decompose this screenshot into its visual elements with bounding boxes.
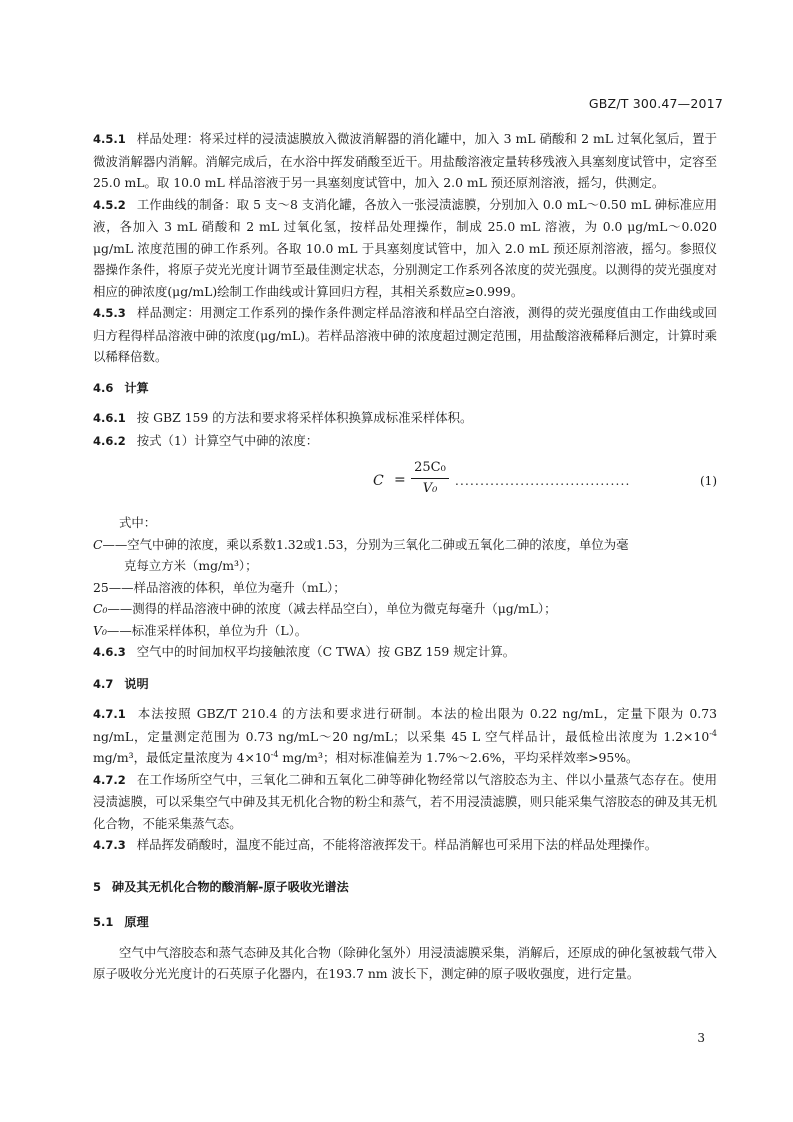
exponent: -4 xyxy=(709,728,717,738)
formula-lhs: C xyxy=(373,473,384,489)
definition-text: ——测得的样品溶液中砷的浓度（减去样品空白），单位为微克每毫升（μg/mL）； xyxy=(107,601,557,616)
clause-text: 样品挥发硝酸时，温度不能过高，不能将溶液挥发干。样品消解也可采用下法的样品处理操作。 xyxy=(136,837,658,852)
definition-v0 xyxy=(93,620,717,642)
section-title: 砷及其无机化合物的酸消解-原子吸收光谱法 xyxy=(112,879,349,894)
symbol: V₀ xyxy=(93,622,107,638)
clause-text: mg/m³，最低定量浓度为 4×10 xyxy=(93,750,271,765)
formula-numerator: 25C₀ xyxy=(411,458,449,479)
formula-leader-dots: ................................... xyxy=(455,474,631,488)
definition-25 xyxy=(93,577,717,599)
symbol: C₀ xyxy=(93,601,108,616)
para-4-6-1 xyxy=(93,407,717,430)
clause-text: 工作曲线的制备：取 5 支～8 支消化罐，各放入一张浸渍滤膜，分别加入 0.0 mL～0.50 mL 砷标准应用液，各加入 3 mL 硝酸和 2 mL 过氧化氢，按样品处理操作，制成 25.0 mL 溶液，为 0.0 μg/mL～0.020 μg/mL 浓度范围的砷工作系列。各取 10.0 mL 于具塞刻度试管中，加入 2.0 mL 预还原剂溶液，摇匀。参照仪器操作条件，将原子荧光光度计调节至最佳测定状态，分别测定工作系列各浓度的荧光强度。以测得的荧光强度对相应的砷浓度(μg/mL)绘制工作曲线或计算回归方程，其相关系数应≥0.999。 xyxy=(93,196,717,299)
para-4-5-3 xyxy=(93,302,717,368)
para-4-6-2 xyxy=(93,430,717,453)
formula-fraction xyxy=(411,458,449,499)
clause-number: 4.6.2 xyxy=(93,433,126,448)
para-4-5-2 xyxy=(93,194,717,303)
definition-text: ——标准采样体积，单位为升（L）。 xyxy=(106,622,308,638)
section-title: 原理 xyxy=(124,915,149,929)
para-4-7-2 xyxy=(93,769,717,835)
para-4-6-3 xyxy=(93,641,717,664)
page-content xyxy=(93,128,717,985)
section-5-heading xyxy=(93,877,717,899)
para-4-7-3 xyxy=(93,834,717,857)
section-title: 计算 xyxy=(124,380,149,395)
formula-1 xyxy=(93,458,717,504)
definition-text: ——空气中砷的浓度，乘以系数1.32或1.53，分别为三氧化二砷或五氧化二砷的浓度，单位为毫 xyxy=(102,536,629,552)
clause-number: 4.6.1 xyxy=(93,411,126,425)
formula-denominator: V₀ xyxy=(422,481,438,496)
definition-c0 xyxy=(93,598,717,620)
definition-text: ——样品溶液的体积，单位为毫升（mL）； xyxy=(108,579,346,595)
section-4-6-heading xyxy=(93,378,717,400)
clause-number: 4.6.3 xyxy=(93,645,126,659)
clause-text: 按式（1）计算空气中砷的浓度： xyxy=(136,432,319,448)
section-title: 说明 xyxy=(124,676,149,691)
definition-c-continued: 克每立方米（mg/m³）； xyxy=(124,558,258,573)
para-4-7-1 xyxy=(93,703,717,769)
section-5-1-heading xyxy=(93,912,717,934)
para-4-5-1 xyxy=(93,128,717,194)
symbol: C xyxy=(93,536,103,552)
section-number: 5 xyxy=(93,879,102,894)
section-4-7-heading xyxy=(93,674,717,696)
formula-equals: = xyxy=(394,472,406,488)
symbol: 25 xyxy=(93,579,109,595)
clause-number: 4.7.2 xyxy=(93,772,126,787)
clause-text: 空气中的时间加权平均接触浓度（C TWA）按 GBZ 159 规定计算。 xyxy=(136,644,516,659)
clause-text: 在工作场所空气中，三氧化二砷和五氧化二砷等砷化物经常以气溶胶态为主、伴以小量蒸气态存在。使用浸渍滤膜，可以采集空气中砷及其无机化合物的粉尘和蒸气，若不用浸渍滤膜，则只能采集气溶胶态的砷及其无机化合物，不能采集蒸气态。 xyxy=(93,771,717,831)
clause-text: 按 GBZ 159 的方法和要求将采样体积换算成标准采样体积。 xyxy=(136,410,473,425)
clause-text: 样品处理：将采过样的浸渍滤膜放入微波消解器的消化罐中，加入 3 mL 硝酸和 2 mL 过氧化氢后，置于微波消解器内消解。消解完成后，在水浴中挥发硝酸至近干。用盐酸溶液定量转移残液入具塞刻度试管中，定容至 25.0 mL。取 10.0 mL 样品溶液于另一具塞刻度试管中，加入 2.0 mL 预还原剂溶液，摇匀，供测定。 xyxy=(93,131,717,190)
exponent: -4 xyxy=(270,749,279,759)
section-number: 4.6 xyxy=(93,380,114,395)
para-5-1: 空气中气溶胶态和蒸气态砷及其化合物（除砷化氢外）用浸渍滤膜采集，消解后，还原成的砷化氢被载气带入原子吸收分光光度计的石英原子化器内，在193.7 nm 波长下，测定砷的原子吸收强度，进行定量。 xyxy=(93,944,717,981)
formula-number: (1) xyxy=(700,474,717,488)
clause-number: 4.5.2 xyxy=(93,197,126,212)
clause-text: 本法按照 GBZ/T 210.4 的方法和要求进行研制。本法的检出限为 0.22 ng/mL，定量下限为 0.73 ng/mL，定量测定范围为 0.73 ng/mL～20 ng/mL；以采集 45 L 空气样品计，最低检出浓度为 1.2×10 xyxy=(93,706,717,744)
definition-c xyxy=(93,534,717,556)
page-number: 3 xyxy=(697,1031,705,1045)
where-label: 式中： xyxy=(119,515,157,530)
clause-number: 4.5.3 xyxy=(93,306,126,320)
clause-text: 样品测定：用测定工作系列的操作条件测定样品溶液和样品空白溶液，测得的荧光强度值由工作曲线或回归方程得样品溶液中砷的浓度(μg/mL)。若样品溶液中砷的浓度超过测定范围，用盐酸溶液稀释后测定，计算时乘以稀释倍数。 xyxy=(93,305,717,364)
section-number: 4.7 xyxy=(93,676,114,691)
clause-number: 4.7.1 xyxy=(93,707,126,721)
clause-number: 4.5.1 xyxy=(93,132,126,146)
clause-text: mg/m³；相对标准偏差为 1.7%～2.6%，平均采样效率>95%。 xyxy=(278,750,639,765)
doc-code-header: GBZ/T 300.47—2017 xyxy=(588,96,723,111)
clause-number: 4.7.3 xyxy=(93,838,126,852)
section-number: 5.1 xyxy=(93,915,114,929)
